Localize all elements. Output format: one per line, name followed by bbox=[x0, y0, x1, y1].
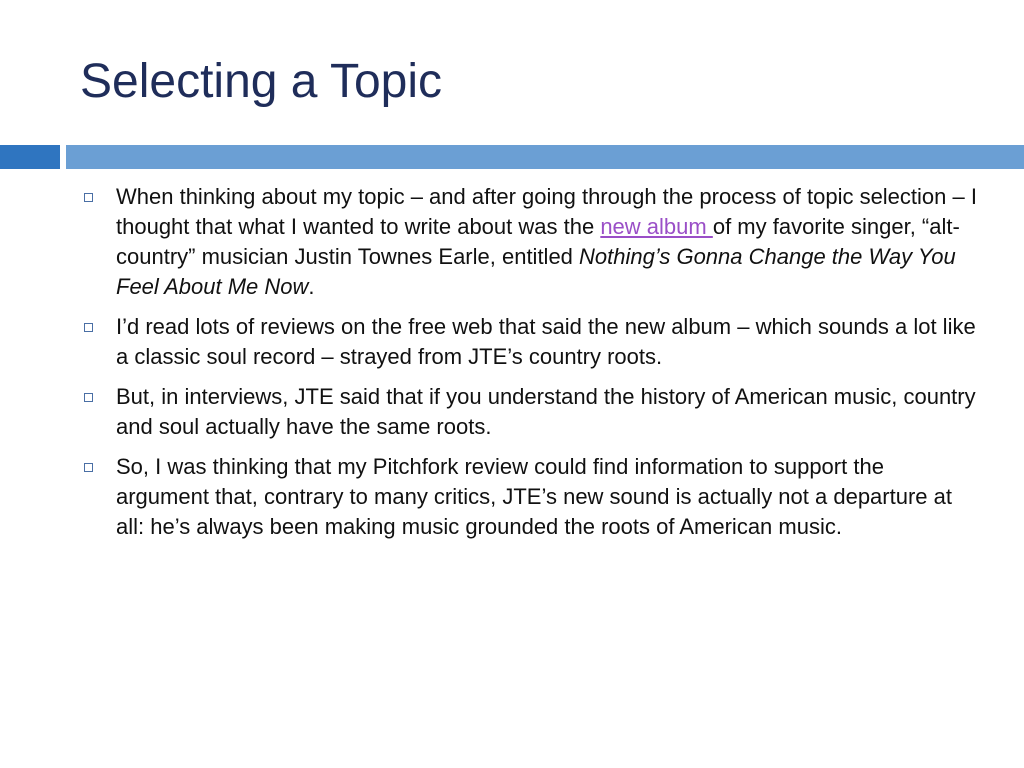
album-title: Nothing’s Gonna Change the Way You Feel About Me Now bbox=[116, 244, 956, 299]
bullet-text-middle: of my favorite singer, “alt-country” musician Justin Townes Earle, entitled bbox=[116, 214, 960, 269]
title-divider-bar bbox=[66, 145, 1024, 169]
slide-title: Selecting a Topic bbox=[80, 55, 443, 108]
square-bullet-icon bbox=[84, 463, 93, 472]
bullet-text: I’d read lots of reviews on the free web that said the new album – which sounds a lot like a classic soul record – strayed from JTE’s country roots. bbox=[116, 314, 976, 369]
square-bullet-icon bbox=[84, 323, 93, 332]
title-divider-accent bbox=[0, 145, 60, 169]
square-bullet-icon bbox=[84, 193, 93, 202]
bullet-item-reviews bbox=[80, 312, 980, 372]
bullet-text-intro: When thinking about my topic – and after going through the process of topic selection – I thought that what I wanted to write about was the bbox=[116, 184, 977, 239]
new-album-link[interactable]: new album bbox=[600, 214, 713, 239]
bullet-text: So, I was thinking that my Pitchfork review could find information to support the argument that, contrary to many critics, JTE’s new sound is actually not a departure at all: he’s always been making music grounded the roots of American music. bbox=[116, 454, 952, 539]
bullet-item-interviews bbox=[80, 382, 980, 442]
bullet-item-argument bbox=[80, 452, 980, 542]
bullet-item-topic bbox=[80, 182, 980, 302]
bullet-text-end: . bbox=[308, 274, 315, 299]
square-bullet-icon bbox=[84, 393, 93, 402]
bullet-text: But, in interviews, JTE said that if you understand the history of American music, country and soul actually have the same roots. bbox=[116, 384, 976, 439]
bullet-list bbox=[80, 182, 980, 552]
